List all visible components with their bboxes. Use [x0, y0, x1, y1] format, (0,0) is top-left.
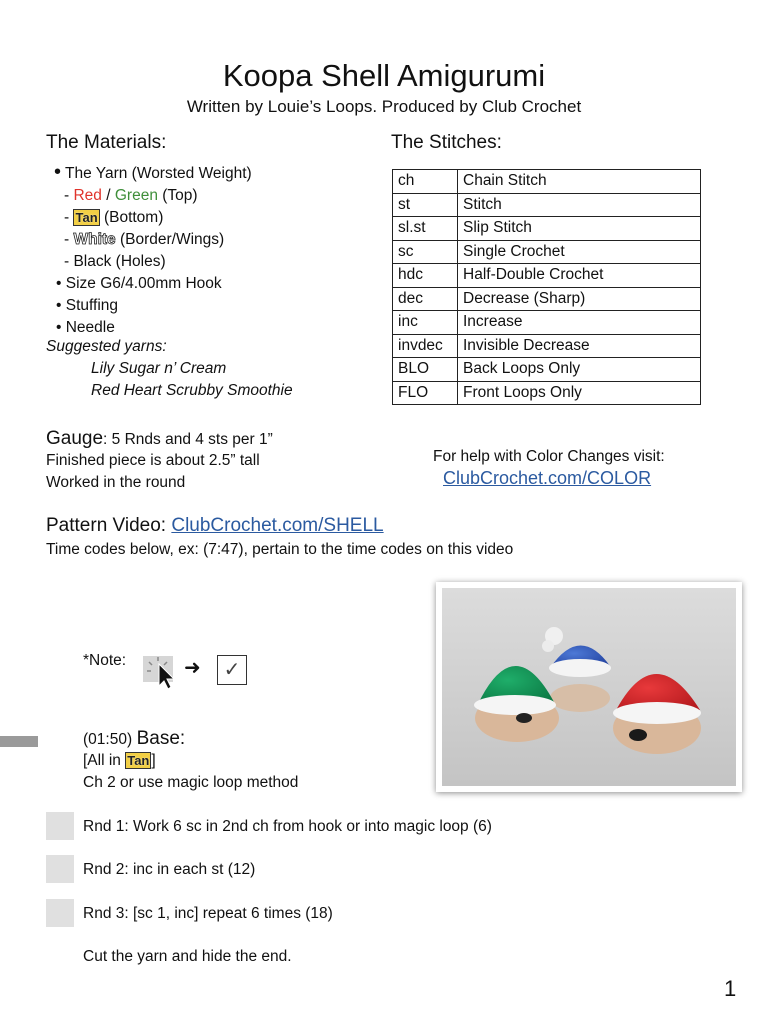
stitch-name: Decrease (Sharp) [458, 287, 701, 311]
base-heading-line [83, 728, 185, 750]
stitch-row [393, 334, 701, 358]
time-codes-note: Time codes below, ex: (7:47), pertain to the time codes on this video [46, 541, 514, 558]
gauge-finished-size: Finished piece is about 2.5” tall [46, 452, 260, 469]
round-1-checkbox[interactable] [46, 812, 74, 840]
stitch-row [393, 217, 701, 241]
round-2-instruction: Rnd 2: inc in each st (12) [83, 861, 256, 878]
stitch-name: Single Crochet [458, 240, 701, 264]
stitch-name: Slip Stitch [458, 217, 701, 241]
color-help-text: For help with Color Changes visit: [433, 448, 665, 465]
stitches-heading: The Stitches: [391, 132, 502, 153]
page-number: 1 [724, 976, 737, 1001]
shell-photo [436, 582, 742, 792]
stitch-name: Invisible Decrease [458, 334, 701, 358]
stitch-name: Increase [458, 311, 701, 335]
stitch-row [393, 311, 701, 335]
note-label: *Note: [83, 652, 127, 669]
materials-item-top-yarn: - Red / Green (Top) [64, 187, 198, 204]
stitch-abbreviation: st [393, 193, 458, 217]
stitch-row [393, 264, 701, 288]
base-color-note: [All in Tan ] [83, 752, 156, 769]
stitch-name: Back Loops Only [458, 358, 701, 382]
materials-item-needle: • Needle [56, 319, 115, 336]
gauge-line [46, 428, 273, 451]
stitch-row [393, 170, 701, 194]
materials-item-black-yarn: - Black (Holes) [64, 253, 166, 270]
stitch-abbreviation: FLO [393, 381, 458, 405]
side-tab-marker [0, 736, 38, 747]
stitch-abbreviation: hdc [393, 264, 458, 288]
stitch-abbreviation: inc [393, 311, 458, 335]
pattern-video-line [46, 515, 384, 537]
stitch-abbreviation: ch [393, 170, 458, 194]
gauge-label: Gauge [46, 428, 104, 449]
base-time-code: (01:50) [83, 731, 133, 748]
round-3-instruction: Rnd 3: [sc 1, inc] repeat 6 times (18) [83, 905, 333, 922]
materials-item-bottom-yarn: - Tan (Bottom) [64, 209, 164, 226]
checkbox-checked-icon: ✓ [217, 655, 247, 685]
arrow-right-icon: ➜ [184, 657, 201, 679]
stitch-abbreviation: sc [393, 240, 458, 264]
color-help-link[interactable]: ClubCrochet.com/COLOR [443, 468, 652, 488]
stitch-abbreviation: sl.st [393, 217, 458, 241]
round-2-checkbox[interactable] [46, 855, 74, 883]
pattern-video-label: Pattern Video: [46, 515, 172, 536]
stitch-row [393, 240, 701, 264]
cursor-click-icon [143, 654, 177, 690]
gauge-worked-round: Worked in the round [46, 474, 186, 491]
stitch-row [393, 381, 701, 405]
page-title: Koopa Shell Amigurumi [222, 58, 546, 93]
stitch-abbreviation: invdec [393, 334, 458, 358]
page-subtitle: Written by Louie’s Loops. Produced by Club Crochet [186, 97, 582, 116]
gauge-value: : 5 Rnds and 4 sts per 1” [103, 431, 273, 448]
koopa-shells-image [442, 588, 736, 786]
suggested-yarns-label: Suggested yarns: [46, 338, 167, 355]
round-3-checkbox[interactable] [46, 899, 74, 927]
materials-heading: The Materials: [46, 132, 167, 153]
stitch-row [393, 287, 701, 311]
pattern-video-link[interactable]: ClubCrochet.com/SHELL [171, 515, 384, 536]
stitch-name: Chain Stitch [458, 170, 701, 194]
stitches-table [392, 169, 701, 405]
materials-item-yarn: • The Yarn (Worsted Weight) [54, 161, 252, 183]
base-heading: Base: [136, 728, 186, 749]
stitch-name: Front Loops Only [458, 381, 701, 405]
stitch-row [393, 193, 701, 217]
materials-item-stuffing: • Stuffing [56, 297, 119, 314]
stitch-name: Half-Double Crochet [458, 264, 701, 288]
stitch-row [393, 358, 701, 382]
round-1-instruction: Rnd 1: Work 6 sc in 2nd ch from hook or into magic loop (6) [83, 818, 492, 835]
materials-list [54, 161, 252, 339]
stitch-abbreviation: dec [393, 287, 458, 311]
materials-item-border-yarn: - White (Border/Wings) [64, 231, 225, 248]
suggested-yarn-2: Red Heart Scrubby Smoothie [91, 382, 293, 399]
finish-instruction: Cut the yarn and hide the end. [83, 948, 292, 965]
materials-item-hook: • Size G6/4.00mm Hook [56, 275, 222, 292]
suggested-yarn-1: Lily Sugar n’ Cream [91, 360, 227, 377]
base-start-instruction: Ch 2 or use magic loop method [83, 774, 299, 791]
stitch-name: Stitch [458, 193, 701, 217]
stitch-abbreviation: BLO [393, 358, 458, 382]
